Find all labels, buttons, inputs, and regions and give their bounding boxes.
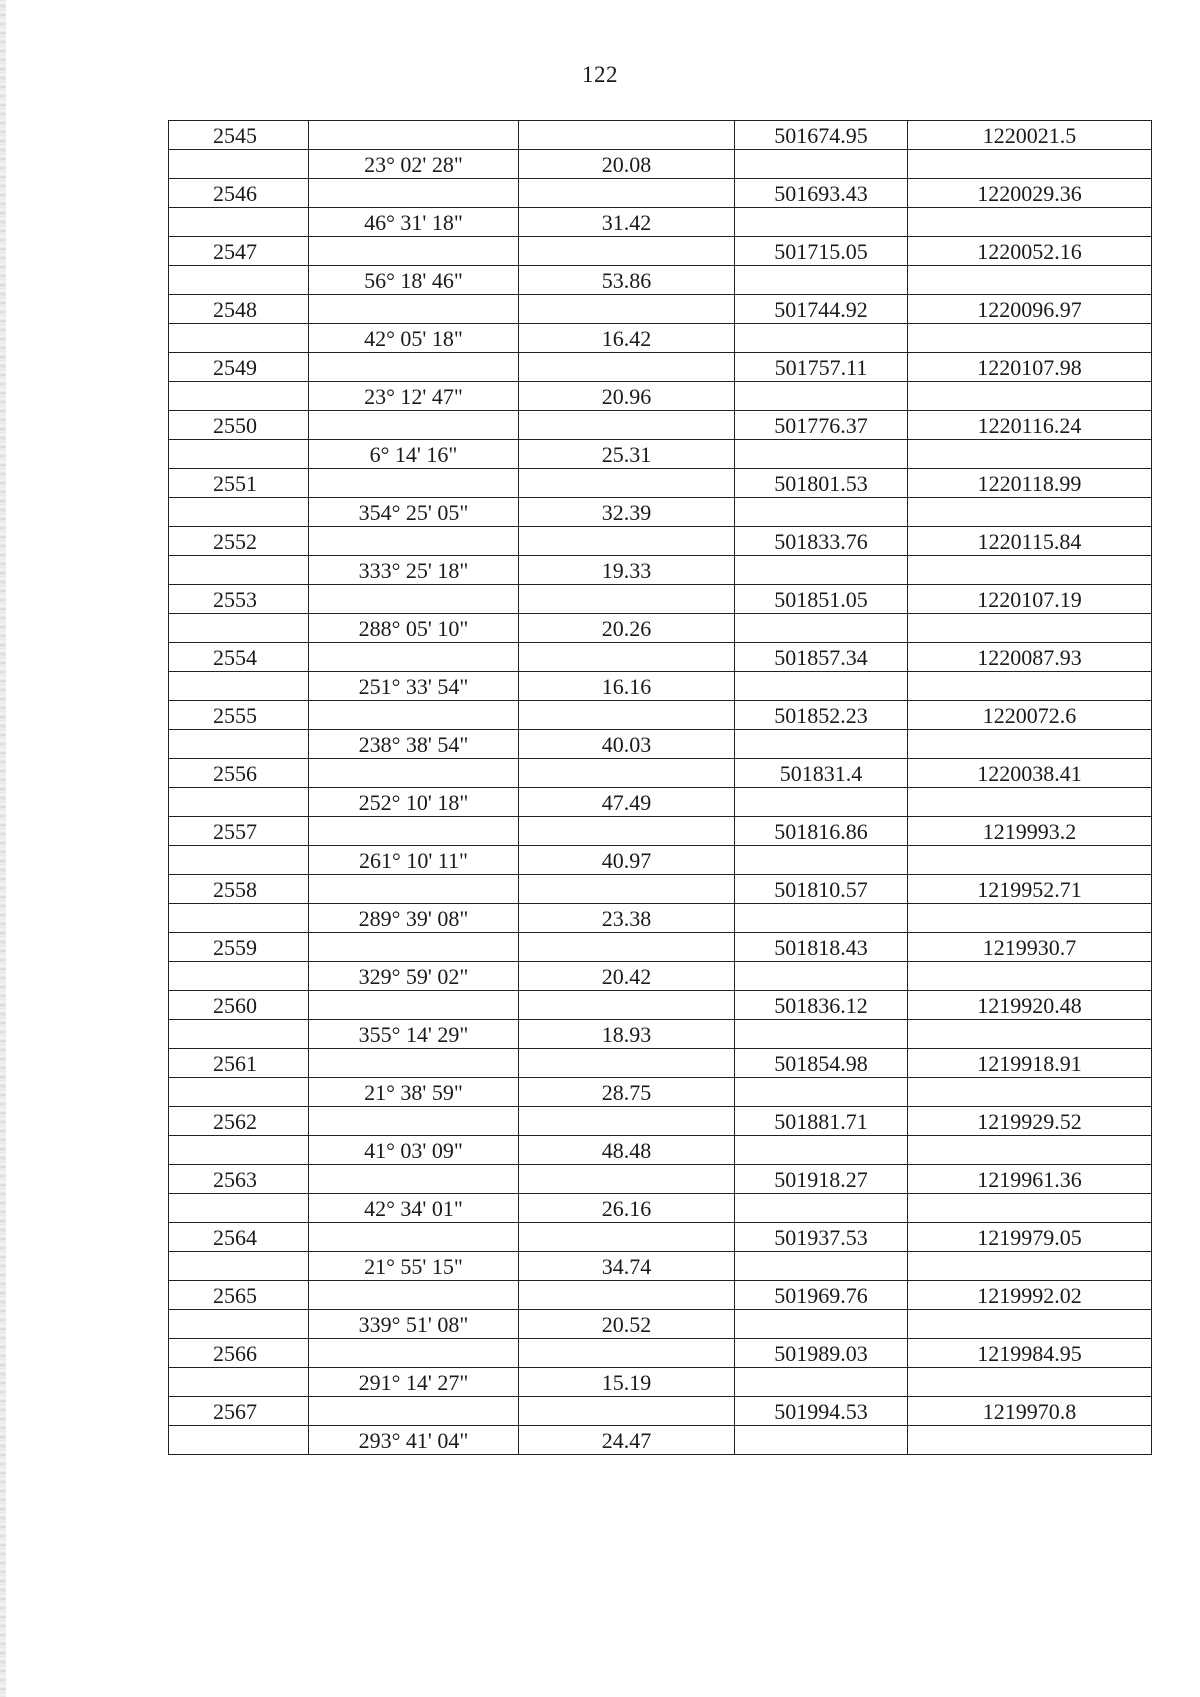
- distance-cell-empty: [519, 933, 735, 962]
- bearing-cell: 251° 33' 54": [309, 672, 519, 701]
- y-coordinate-cell-empty: [908, 266, 1152, 295]
- point-number-cell: 2545: [169, 121, 309, 150]
- x-coordinate-cell-empty: [735, 1252, 908, 1281]
- point-number-cell-empty: [169, 614, 309, 643]
- distance-cell-empty: [519, 527, 735, 556]
- distance-cell: 47.49: [519, 788, 735, 817]
- point-number-cell-empty: [169, 672, 309, 701]
- y-coordinate-cell-empty: [908, 730, 1152, 759]
- point-row: [169, 411, 1152, 440]
- leg-row: [169, 1194, 1152, 1223]
- point-number-cell-empty: [169, 1310, 309, 1339]
- point-number-cell: 2562: [169, 1107, 309, 1136]
- point-number-cell: 2565: [169, 1281, 309, 1310]
- bearing-cell: 333° 25' 18": [309, 556, 519, 585]
- bearing-cell: 288° 05' 10": [309, 614, 519, 643]
- distance-cell-empty: [519, 411, 735, 440]
- bearing-cell: 355° 14' 29": [309, 1020, 519, 1049]
- point-row: [169, 817, 1152, 846]
- point-row: [169, 701, 1152, 730]
- bearing-cell-empty: [309, 353, 519, 382]
- y-coordinate-cell: 1219918.91: [908, 1049, 1152, 1078]
- x-coordinate-cell-empty: [735, 962, 908, 991]
- distance-cell-empty: [519, 179, 735, 208]
- bearing-cell-empty: [309, 759, 519, 788]
- bearing-cell: 42° 05' 18": [309, 324, 519, 353]
- bearing-cell-empty: [309, 121, 519, 150]
- x-coordinate-cell-empty: [735, 440, 908, 469]
- point-number-cell-empty: [169, 730, 309, 759]
- x-coordinate-cell-empty: [735, 846, 908, 875]
- point-row: [169, 295, 1152, 324]
- point-number-cell: 2553: [169, 585, 309, 614]
- x-coordinate-cell-empty: [735, 904, 908, 933]
- bearing-cell-empty: [309, 875, 519, 904]
- x-coordinate-cell: 501836.12: [735, 991, 908, 1020]
- distance-cell-empty: [519, 817, 735, 846]
- x-coordinate-cell: 501857.34: [735, 643, 908, 672]
- y-coordinate-cell-empty: [908, 1078, 1152, 1107]
- bearing-cell: 21° 55' 15": [309, 1252, 519, 1281]
- bearing-cell-empty: [309, 1049, 519, 1078]
- point-row: [169, 1165, 1152, 1194]
- distance-cell-empty: [519, 353, 735, 382]
- x-coordinate-cell: 501994.53: [735, 1397, 908, 1426]
- leg-row: [169, 788, 1152, 817]
- distance-cell-empty: [519, 643, 735, 672]
- bearing-cell: 23° 12' 47": [309, 382, 519, 411]
- bearing-cell-empty: [309, 1165, 519, 1194]
- x-coordinate-cell-empty: [735, 730, 908, 759]
- x-coordinate-cell: 501881.71: [735, 1107, 908, 1136]
- y-coordinate-cell: 1220021.5: [908, 121, 1152, 150]
- x-coordinate-cell: 501854.98: [735, 1049, 908, 1078]
- point-number-cell: 2557: [169, 817, 309, 846]
- point-number-cell-empty: [169, 1078, 309, 1107]
- x-coordinate-cell-empty: [735, 150, 908, 179]
- point-number-cell-empty: [169, 1020, 309, 1049]
- leg-row: [169, 208, 1152, 237]
- leg-row: [169, 1310, 1152, 1339]
- y-coordinate-cell-empty: [908, 1368, 1152, 1397]
- point-row: [169, 527, 1152, 556]
- point-row: [169, 1281, 1152, 1310]
- point-row: [169, 237, 1152, 266]
- leg-row: [169, 556, 1152, 585]
- point-number-cell-empty: [169, 498, 309, 527]
- x-coordinate-cell-empty: [735, 556, 908, 585]
- y-coordinate-cell-empty: [908, 498, 1152, 527]
- distance-cell: 26.16: [519, 1194, 735, 1223]
- point-row: [169, 875, 1152, 904]
- leg-row: [169, 904, 1152, 933]
- leg-row: [169, 962, 1152, 991]
- distance-cell: 18.93: [519, 1020, 735, 1049]
- bearing-cell-empty: [309, 1397, 519, 1426]
- x-coordinate-cell: 501816.86: [735, 817, 908, 846]
- bearing-cell-empty: [309, 527, 519, 556]
- bearing-cell: 46° 31' 18": [309, 208, 519, 237]
- point-row: [169, 759, 1152, 788]
- point-row: [169, 585, 1152, 614]
- leg-row: [169, 672, 1152, 701]
- bearing-cell-empty: [309, 411, 519, 440]
- distance-cell: 20.26: [519, 614, 735, 643]
- leg-row: [169, 1020, 1152, 1049]
- leg-row: [169, 1136, 1152, 1165]
- bearing-cell: 354° 25' 05": [309, 498, 519, 527]
- y-coordinate-cell: 1219993.2: [908, 817, 1152, 846]
- y-coordinate-cell-empty: [908, 846, 1152, 875]
- distance-cell: 48.48: [519, 1136, 735, 1165]
- x-coordinate-cell: 501693.43: [735, 179, 908, 208]
- x-coordinate-cell-empty: [735, 788, 908, 817]
- distance-cell-empty: [519, 1339, 735, 1368]
- point-number-cell: 2551: [169, 469, 309, 498]
- bearing-cell: 293° 41' 04": [309, 1426, 519, 1455]
- x-coordinate-cell-empty: [735, 1368, 908, 1397]
- scan-edge-shadow: [0, 0, 6, 1697]
- leg-row: [169, 382, 1152, 411]
- y-coordinate-cell: 1219930.7: [908, 933, 1152, 962]
- distance-cell-empty: [519, 237, 735, 266]
- coordinate-table: [168, 120, 1152, 1455]
- point-row: [169, 1397, 1152, 1426]
- bearing-cell: 41° 03' 09": [309, 1136, 519, 1165]
- bearing-cell: 329° 59' 02": [309, 962, 519, 991]
- x-coordinate-cell-empty: [735, 324, 908, 353]
- y-coordinate-cell-empty: [908, 1426, 1152, 1455]
- x-coordinate-cell-empty: [735, 1426, 908, 1455]
- point-number-cell: 2547: [169, 237, 309, 266]
- distance-cell-empty: [519, 701, 735, 730]
- point-number-cell: 2549: [169, 353, 309, 382]
- page-number: 122: [582, 62, 618, 87]
- leg-row: [169, 846, 1152, 875]
- x-coordinate-cell: 501776.37: [735, 411, 908, 440]
- bearing-cell: 289° 39' 08": [309, 904, 519, 933]
- y-coordinate-cell-empty: [908, 1194, 1152, 1223]
- point-number-cell: 2560: [169, 991, 309, 1020]
- y-coordinate-cell: 1220096.97: [908, 295, 1152, 324]
- distance-cell-empty: [519, 1397, 735, 1426]
- y-coordinate-cell: 1220038.41: [908, 759, 1152, 788]
- leg-row: [169, 1426, 1152, 1455]
- point-row: [169, 1049, 1152, 1078]
- point-number-cell: 2563: [169, 1165, 309, 1194]
- x-coordinate-cell: 501969.76: [735, 1281, 908, 1310]
- x-coordinate-cell-empty: [735, 614, 908, 643]
- bearing-cell: 56° 18' 46": [309, 266, 519, 295]
- distance-cell-empty: [519, 1107, 735, 1136]
- bearing-cell: 42° 34' 01": [309, 1194, 519, 1223]
- distance-cell: 15.19: [519, 1368, 735, 1397]
- point-number-cell: 2564: [169, 1223, 309, 1252]
- x-coordinate-cell: 501801.53: [735, 469, 908, 498]
- x-coordinate-cell-empty: [735, 672, 908, 701]
- bearing-cell: 23° 02' 28": [309, 150, 519, 179]
- bearing-cell-empty: [309, 991, 519, 1020]
- distance-cell-empty: [519, 759, 735, 788]
- bearing-cell-empty: [309, 1339, 519, 1368]
- x-coordinate-cell: 501852.23: [735, 701, 908, 730]
- x-coordinate-cell: 501715.05: [735, 237, 908, 266]
- x-coordinate-cell: 501674.95: [735, 121, 908, 150]
- x-coordinate-cell-empty: [735, 208, 908, 237]
- y-coordinate-cell-empty: [908, 904, 1152, 933]
- x-coordinate-cell: 501744.92: [735, 295, 908, 324]
- leg-row: [169, 266, 1152, 295]
- table-body: [169, 121, 1152, 1455]
- leg-row: [169, 498, 1152, 527]
- x-coordinate-cell-empty: [735, 1136, 908, 1165]
- distance-cell: 40.03: [519, 730, 735, 759]
- y-coordinate-cell-empty: [908, 382, 1152, 411]
- y-coordinate-cell-empty: [908, 1252, 1152, 1281]
- bearing-cell: 261° 10' 11": [309, 846, 519, 875]
- y-coordinate-cell: 1219929.52: [908, 1107, 1152, 1136]
- point-number-cell-empty: [169, 788, 309, 817]
- x-coordinate-cell-empty: [735, 1020, 908, 1049]
- bearing-cell: 238° 38' 54": [309, 730, 519, 759]
- point-number-cell-empty: [169, 904, 309, 933]
- point-number-cell: 2556: [169, 759, 309, 788]
- point-row: [169, 353, 1152, 382]
- bearing-cell-empty: [309, 701, 519, 730]
- y-coordinate-cell: 1219920.48: [908, 991, 1152, 1020]
- leg-row: [169, 614, 1152, 643]
- point-number-cell: 2548: [169, 295, 309, 324]
- x-coordinate-cell: 501831.4: [735, 759, 908, 788]
- y-coordinate-cell-empty: [908, 1310, 1152, 1339]
- distance-cell: 23.38: [519, 904, 735, 933]
- y-coordinate-cell: 1219979.05: [908, 1223, 1152, 1252]
- point-number-cell: 2559: [169, 933, 309, 962]
- y-coordinate-cell-empty: [908, 440, 1152, 469]
- x-coordinate-cell-empty: [735, 1078, 908, 1107]
- point-row: [169, 469, 1152, 498]
- y-coordinate-cell: 1220072.6: [908, 701, 1152, 730]
- point-number-cell-empty: [169, 1368, 309, 1397]
- distance-cell-empty: [519, 1223, 735, 1252]
- y-coordinate-cell: 1220115.84: [908, 527, 1152, 556]
- y-coordinate-cell-empty: [908, 614, 1152, 643]
- point-number-cell-empty: [169, 1252, 309, 1281]
- point-row: [169, 933, 1152, 962]
- point-number-cell: 2566: [169, 1339, 309, 1368]
- point-number-cell-empty: [169, 1194, 309, 1223]
- leg-row: [169, 1078, 1152, 1107]
- x-coordinate-cell: 501989.03: [735, 1339, 908, 1368]
- y-coordinate-cell: 1220052.16: [908, 237, 1152, 266]
- x-coordinate-cell: 501833.76: [735, 527, 908, 556]
- distance-cell: 24.47: [519, 1426, 735, 1455]
- point-row: [169, 1223, 1152, 1252]
- y-coordinate-cell-empty: [908, 788, 1152, 817]
- distance-cell-empty: [519, 875, 735, 904]
- distance-cell: 34.74: [519, 1252, 735, 1281]
- point-number-cell-empty: [169, 208, 309, 237]
- y-coordinate-cell: 1219984.95: [908, 1339, 1152, 1368]
- y-coordinate-cell-empty: [908, 1020, 1152, 1049]
- point-number-cell-empty: [169, 1136, 309, 1165]
- y-coordinate-cell-empty: [908, 1136, 1152, 1165]
- y-coordinate-cell-empty: [908, 150, 1152, 179]
- bearing-cell: 21° 38' 59": [309, 1078, 519, 1107]
- point-number-cell-empty: [169, 150, 309, 179]
- distance-cell-empty: [519, 991, 735, 1020]
- distance-cell: 40.97: [519, 846, 735, 875]
- bearing-cell: 252° 10' 18": [309, 788, 519, 817]
- distance-cell: 53.86: [519, 266, 735, 295]
- y-coordinate-cell: 1220029.36: [908, 179, 1152, 208]
- distance-cell: 20.08: [519, 150, 735, 179]
- point-number-cell: 2561: [169, 1049, 309, 1078]
- bearing-cell-empty: [309, 933, 519, 962]
- x-coordinate-cell: 501851.05: [735, 585, 908, 614]
- x-coordinate-cell-empty: [735, 1194, 908, 1223]
- point-number-cell-empty: [169, 440, 309, 469]
- bearing-cell-empty: [309, 469, 519, 498]
- distance-cell: 25.31: [519, 440, 735, 469]
- point-number-cell-empty: [169, 382, 309, 411]
- y-coordinate-cell: 1220107.19: [908, 585, 1152, 614]
- bearing-cell-empty: [309, 1281, 519, 1310]
- distance-cell: 28.75: [519, 1078, 735, 1107]
- distance-cell: 20.52: [519, 1310, 735, 1339]
- leg-row: [169, 324, 1152, 353]
- bearing-cell-empty: [309, 1107, 519, 1136]
- distance-cell-empty: [519, 295, 735, 324]
- x-coordinate-cell: 501810.57: [735, 875, 908, 904]
- leg-row: [169, 730, 1152, 759]
- distance-cell-empty: [519, 469, 735, 498]
- y-coordinate-cell: 1220087.93: [908, 643, 1152, 672]
- bearing-cell-empty: [309, 179, 519, 208]
- y-coordinate-cell: 1220116.24: [908, 411, 1152, 440]
- point-number-cell: 2554: [169, 643, 309, 672]
- bearing-cell-empty: [309, 295, 519, 324]
- point-number-cell-empty: [169, 962, 309, 991]
- distance-cell: 16.16: [519, 672, 735, 701]
- distance-cell: 20.42: [519, 962, 735, 991]
- bearing-cell-empty: [309, 237, 519, 266]
- bearing-cell-empty: [309, 1223, 519, 1252]
- distance-cell: 19.33: [519, 556, 735, 585]
- y-coordinate-cell: 1219970.8: [908, 1397, 1152, 1426]
- y-coordinate-cell-empty: [908, 962, 1152, 991]
- point-number-cell: 2558: [169, 875, 309, 904]
- point-row: [169, 179, 1152, 208]
- bearing-cell: 339° 51' 08": [309, 1310, 519, 1339]
- point-number-cell-empty: [169, 324, 309, 353]
- point-number-cell-empty: [169, 556, 309, 585]
- bearing-cell-empty: [309, 817, 519, 846]
- point-number-cell: 2555: [169, 701, 309, 730]
- y-coordinate-cell-empty: [908, 672, 1152, 701]
- x-coordinate-cell: 501918.27: [735, 1165, 908, 1194]
- distance-cell: 32.39: [519, 498, 735, 527]
- point-number-cell-empty: [169, 266, 309, 295]
- y-coordinate-cell: 1219961.36: [908, 1165, 1152, 1194]
- leg-row: [169, 1368, 1152, 1397]
- point-number-cell: 2567: [169, 1397, 309, 1426]
- x-coordinate-cell: 501757.11: [735, 353, 908, 382]
- bearing-cell-empty: [309, 643, 519, 672]
- y-coordinate-cell: 1219952.71: [908, 875, 1152, 904]
- leg-row: [169, 150, 1152, 179]
- bearing-cell-empty: [309, 585, 519, 614]
- point-row: [169, 1339, 1152, 1368]
- distance-cell-empty: [519, 585, 735, 614]
- y-coordinate-cell-empty: [908, 556, 1152, 585]
- x-coordinate-cell-empty: [735, 266, 908, 295]
- point-row: [169, 121, 1152, 150]
- point-number-cell: 2550: [169, 411, 309, 440]
- y-coordinate-cell: 1220118.99: [908, 469, 1152, 498]
- distance-cell-empty: [519, 121, 735, 150]
- x-coordinate-cell-empty: [735, 382, 908, 411]
- y-coordinate-cell: 1219992.02: [908, 1281, 1152, 1310]
- x-coordinate-cell: 501818.43: [735, 933, 908, 962]
- bearing-cell: 291° 14' 27": [309, 1368, 519, 1397]
- distance-cell: 16.42: [519, 324, 735, 353]
- point-row: [169, 991, 1152, 1020]
- point-number-cell: 2546: [169, 179, 309, 208]
- point-number-cell-empty: [169, 846, 309, 875]
- distance-cell-empty: [519, 1165, 735, 1194]
- distance-cell-empty: [519, 1049, 735, 1078]
- point-number-cell: 2552: [169, 527, 309, 556]
- point-row: [169, 1107, 1152, 1136]
- point-row: [169, 643, 1152, 672]
- x-coordinate-cell-empty: [735, 1310, 908, 1339]
- y-coordinate-cell-empty: [908, 324, 1152, 353]
- leg-row: [169, 440, 1152, 469]
- point-number-cell-empty: [169, 1426, 309, 1455]
- x-coordinate-cell-empty: [735, 498, 908, 527]
- distance-cell: 31.42: [519, 208, 735, 237]
- y-coordinate-cell-empty: [908, 208, 1152, 237]
- x-coordinate-cell: 501937.53: [735, 1223, 908, 1252]
- leg-row: [169, 1252, 1152, 1281]
- y-coordinate-cell: 1220107.98: [908, 353, 1152, 382]
- bearing-cell: 6° 14' 16": [309, 440, 519, 469]
- distance-cell: 20.96: [519, 382, 735, 411]
- distance-cell-empty: [519, 1281, 735, 1310]
